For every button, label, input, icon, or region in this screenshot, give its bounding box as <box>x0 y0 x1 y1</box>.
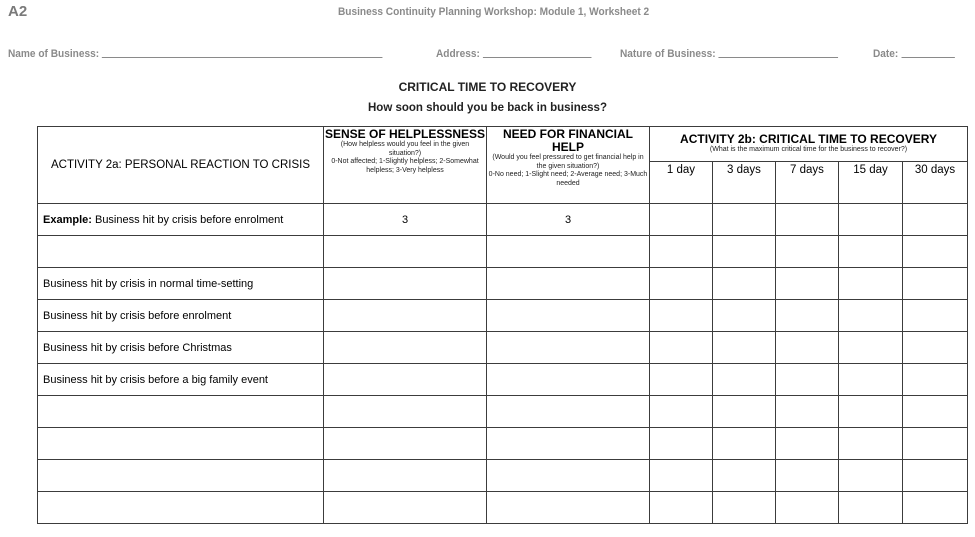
table-row <box>38 428 968 460</box>
table-cell[interactable] <box>903 300 968 332</box>
table-cell[interactable] <box>487 364 650 396</box>
table-cell[interactable] <box>903 460 968 492</box>
activity-cell[interactable] <box>38 236 324 268</box>
activity-cell[interactable] <box>38 428 324 460</box>
table-cell[interactable] <box>713 492 776 524</box>
table-cell[interactable] <box>839 492 903 524</box>
table-row <box>38 268 968 300</box>
table-cell[interactable] <box>776 204 839 236</box>
table-cell[interactable] <box>650 204 713 236</box>
helplessness-question: (How helpless would you feel in the given situation?) <box>340 141 470 157</box>
table-cell[interactable] <box>487 396 650 428</box>
business-name-label: Name of Business: <box>8 48 100 60</box>
table-cell[interactable] <box>839 460 903 492</box>
financial-question: (Would you feel pressured to get financial help in the given situation?) <box>492 154 644 170</box>
day-header-30: 30 days <box>903 162 968 204</box>
table-cell[interactable] <box>324 268 487 300</box>
table-cell[interactable] <box>839 300 903 332</box>
table-row <box>38 364 968 396</box>
table-cell[interactable] <box>776 236 839 268</box>
day-header-15: 15 day <box>839 162 903 204</box>
example-label: Example: <box>43 213 92 226</box>
table-cell[interactable] <box>487 492 650 524</box>
table-cell[interactable] <box>650 428 713 460</box>
table-cell[interactable] <box>324 428 487 460</box>
worksheet-table <box>37 126 968 524</box>
col-header-activity: ACTIVITY 2a: PERSONAL REACTION TO CRISIS <box>38 127 324 204</box>
activity-cell[interactable] <box>38 396 324 428</box>
business-name-field <box>8 47 382 60</box>
table-cell[interactable] <box>487 300 650 332</box>
helplessness-title: SENSE OF HELPLESSNESS <box>324 127 486 141</box>
table-cell[interactable] <box>903 204 968 236</box>
table-cell[interactable] <box>713 236 776 268</box>
table-cell[interactable] <box>839 236 903 268</box>
recovery-title: ACTIVITY 2b: CRITICAL TIME TO RECOVERY <box>680 132 937 147</box>
table-cell[interactable] <box>487 236 650 268</box>
activity-cell[interactable]: Business hit by crisis before Christmas <box>38 332 324 364</box>
nature-label: Nature of Business: <box>620 48 716 60</box>
table-cell[interactable] <box>713 268 776 300</box>
table-row <box>38 236 968 268</box>
sheet-title: CRITICAL TIME TO RECOVERY <box>398 80 577 94</box>
table-cell[interactable] <box>903 268 968 300</box>
activity-cell[interactable]: Business hit by crisis before a big family event <box>38 364 324 396</box>
address-line <box>483 47 592 58</box>
table-cell[interactable] <box>839 396 903 428</box>
example-activity <box>38 204 324 236</box>
helplessness-scale: 0-Not affected; 1-Slightly helpless; 2-Somewhat helpless; 3-Very helpless <box>331 158 479 174</box>
table-cell[interactable] <box>776 492 839 524</box>
business-name-line <box>102 47 383 58</box>
activity-cell[interactable] <box>38 492 324 524</box>
sheet-subtitle: How soon should you be back in business? <box>368 102 607 114</box>
example-helplessness-value: 3 <box>324 204 487 236</box>
activity-cell[interactable]: Business hit by crisis before enrolment <box>38 300 324 332</box>
table-cell[interactable] <box>650 396 713 428</box>
recovery-question: (What is the maximum critical time for the business to recover?) <box>709 146 908 154</box>
nature-line <box>718 47 838 58</box>
financial-scale: 0-No need; 1-Slight need; 2-Average need; 3-Much needed <box>488 171 648 187</box>
table-cell[interactable] <box>713 300 776 332</box>
example-text: Business hit by crisis before enrolment <box>91 213 284 226</box>
table-cell[interactable] <box>487 428 650 460</box>
table-cell[interactable] <box>839 204 903 236</box>
table-cell[interactable] <box>713 428 776 460</box>
table-cell[interactable] <box>324 492 487 524</box>
table-row <box>38 460 968 492</box>
nature-field <box>620 47 838 60</box>
table-cell[interactable] <box>903 492 968 524</box>
table-cell[interactable] <box>650 300 713 332</box>
worksheet-code: A2 <box>8 3 28 20</box>
table-row <box>38 332 968 364</box>
address-label: Address: <box>436 48 480 60</box>
table-cell[interactable] <box>776 364 839 396</box>
table-cell[interactable] <box>839 268 903 300</box>
date-label: Date: <box>873 48 899 60</box>
day-header-3: 3 days <box>713 162 776 204</box>
table-cell[interactable] <box>903 428 968 460</box>
table-cell[interactable] <box>776 396 839 428</box>
activity-cell[interactable]: Business hit by crisis in normal time-setting <box>38 268 324 300</box>
table-cell[interactable] <box>650 364 713 396</box>
col-header-helplessness <box>324 127 487 204</box>
table-cell[interactable] <box>324 332 487 364</box>
table-cell[interactable] <box>839 364 903 396</box>
financial-title: NEED FOR FINANCIAL HELP <box>503 127 633 154</box>
table-cell[interactable] <box>324 396 487 428</box>
day-header-7: 7 days <box>776 162 839 204</box>
date-line <box>901 47 954 58</box>
table-cell[interactable] <box>650 460 713 492</box>
table-cell[interactable] <box>903 236 968 268</box>
table-cell[interactable] <box>839 332 903 364</box>
table-cell[interactable] <box>713 460 776 492</box>
table-cell[interactable] <box>650 236 713 268</box>
table-row <box>38 396 968 428</box>
table-cell[interactable] <box>487 460 650 492</box>
table-cell[interactable] <box>487 332 650 364</box>
table-cell[interactable] <box>903 364 968 396</box>
table-cell[interactable] <box>776 300 839 332</box>
table-cell[interactable] <box>324 364 487 396</box>
table-cell[interactable] <box>650 332 713 364</box>
table-cell[interactable] <box>650 492 713 524</box>
table-row <box>38 492 968 524</box>
table-cell[interactable] <box>324 236 487 268</box>
worksheet-header-title: Business Continuity Planning Workshop: Module 1, Worksheet 2 <box>338 6 650 18</box>
activity-cell[interactable] <box>38 460 324 492</box>
address-field <box>436 47 591 60</box>
table-cell[interactable] <box>713 204 776 236</box>
table-cell[interactable] <box>776 332 839 364</box>
table-cell[interactable] <box>487 268 650 300</box>
table-cell[interactable] <box>713 364 776 396</box>
table-cell[interactable] <box>713 396 776 428</box>
date-field <box>873 47 954 60</box>
table-cell[interactable] <box>713 332 776 364</box>
table-cell[interactable] <box>776 268 839 300</box>
example-row <box>38 204 968 236</box>
col-header-recovery <box>650 127 968 162</box>
table-cell[interactable] <box>650 268 713 300</box>
table-cell[interactable] <box>324 300 487 332</box>
example-financial-value: 3 <box>487 204 650 236</box>
table-cell[interactable] <box>903 396 968 428</box>
day-header-1: 1 day <box>650 162 713 204</box>
table-cell[interactable] <box>324 460 487 492</box>
table-cell[interactable] <box>839 428 903 460</box>
table-cell[interactable] <box>776 428 839 460</box>
col-header-financial <box>487 127 650 204</box>
table-row <box>38 300 968 332</box>
table-cell[interactable] <box>903 332 968 364</box>
table-cell[interactable] <box>776 460 839 492</box>
